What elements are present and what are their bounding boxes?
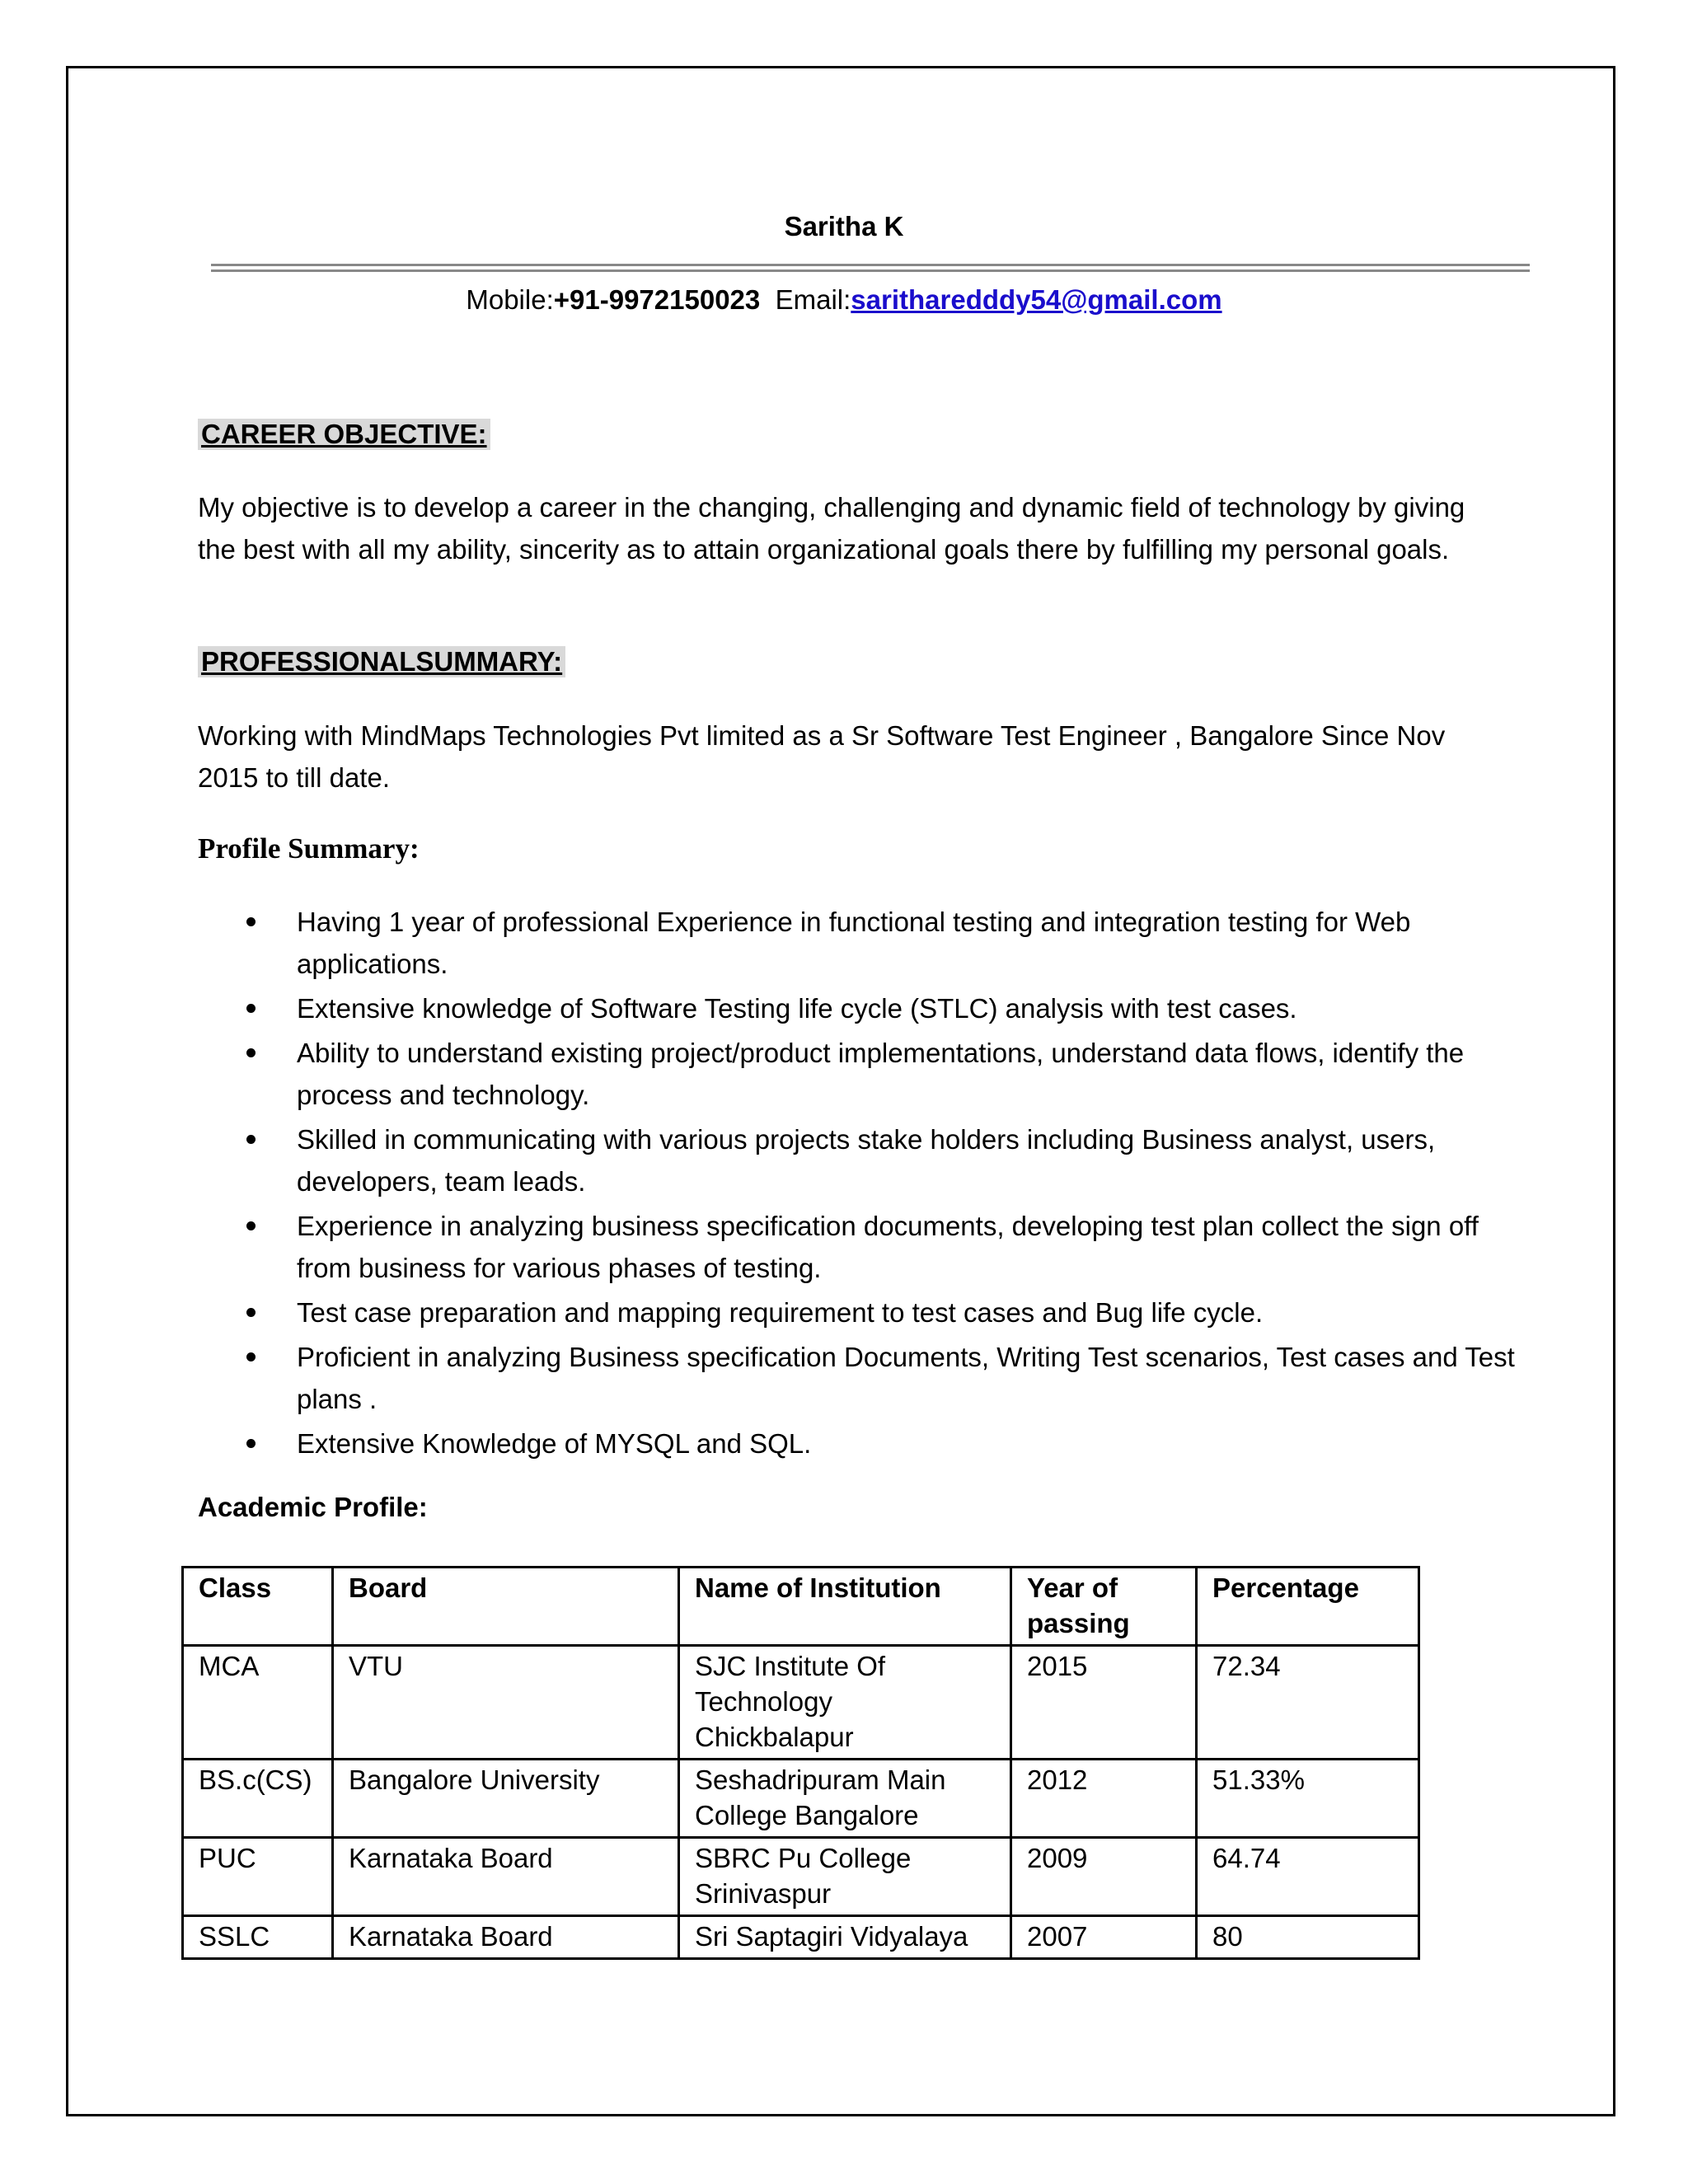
candidate-name: Saritha K bbox=[784, 211, 904, 241]
table-cell: Sri Saptagiri Vidyalaya bbox=[679, 1916, 1011, 1959]
table-cell: Karnataka Board bbox=[333, 1916, 679, 1959]
academic-profile-heading: Academic Profile: bbox=[198, 1492, 428, 1522]
mobile-label: Mobile: bbox=[466, 284, 554, 315]
list-item bbox=[198, 987, 1533, 1029]
table-row bbox=[183, 1760, 1419, 1838]
bullet-icon bbox=[246, 1439, 256, 1448]
profile-summary-list bbox=[198, 901, 1533, 1467]
bullet-icon bbox=[246, 1352, 256, 1361]
bullet-icon bbox=[246, 1135, 256, 1144]
table-row bbox=[183, 1838, 1419, 1916]
list-item-text: Experience in analyzing business specification documents, developing test plan collect the sign off from business for various phases of testing. bbox=[297, 1211, 1479, 1283]
table-cell: BS.c(CS) bbox=[183, 1760, 333, 1838]
bullet-icon bbox=[246, 1004, 256, 1013]
list-item bbox=[198, 1205, 1533, 1289]
bullet-icon bbox=[246, 917, 256, 926]
header-divider bbox=[211, 264, 1530, 272]
contact-line bbox=[0, 284, 1688, 316]
professional-summary-heading: PROFESSIONALSUMMARY: bbox=[198, 646, 565, 677]
list-item-text: Ability to understand existing project/product implementations, understand data flows, identify the process and technology. bbox=[297, 1038, 1465, 1110]
career-objective-text: My objective is to develop a career in the changing, challenging and dynamic field of technology by giving the best with all my ability, sincerity as to attain organizational goals there by fulfilling my personal goals. bbox=[198, 492, 1465, 565]
table-cell: 80 bbox=[1197, 1916, 1419, 1959]
table-cell: 2015 bbox=[1011, 1646, 1197, 1760]
bullet-icon bbox=[246, 1048, 256, 1057]
table-cell: PUC bbox=[183, 1838, 333, 1916]
list-item-text: Having 1 year of professional Experience in functional testing and integration testing for Web applications. bbox=[297, 907, 1411, 979]
table-cell: 51.33% bbox=[1197, 1760, 1419, 1838]
list-item bbox=[198, 901, 1533, 985]
career-objective-heading: CAREER OBJECTIVE: bbox=[198, 419, 490, 450]
table-cell: MCA bbox=[183, 1646, 333, 1760]
table-cell: Bangalore University bbox=[333, 1760, 679, 1838]
table-cell: Seshadripuram Main College Bangalore bbox=[679, 1760, 1011, 1838]
bullet-icon bbox=[246, 1221, 256, 1230]
professional-summary-text: Working with MindMaps Technologies Pvt limited as a Sr Software Test Engineer , Bangalore Since Nov 2015 to till date. bbox=[198, 720, 1446, 793]
table-cell: 64.74 bbox=[1197, 1838, 1419, 1916]
table-cell: 2007 bbox=[1011, 1916, 1197, 1959]
table-row bbox=[183, 1916, 1419, 1959]
table-cell: SBRC Pu College Srinivaspur bbox=[679, 1838, 1011, 1916]
bullet-icon bbox=[246, 1308, 256, 1317]
list-item bbox=[198, 1291, 1533, 1333]
column-header: Name of Institution bbox=[679, 1568, 1011, 1646]
table-cell: SSLC bbox=[183, 1916, 333, 1959]
email-label: Email: bbox=[775, 284, 851, 315]
column-header: Class bbox=[183, 1568, 333, 1646]
table-cell: 2009 bbox=[1011, 1838, 1197, 1916]
mobile-number: +91-9972150023 bbox=[553, 284, 761, 315]
list-item-text: Extensive knowledge of Software Testing life cycle (STLC) analysis with test cases. bbox=[297, 993, 1297, 1024]
list-item bbox=[198, 1422, 1533, 1465]
list-item-text: Test case preparation and mapping requirement to test cases and Bug life cycle. bbox=[297, 1297, 1264, 1328]
profile-summary-heading: Profile Summary: bbox=[198, 832, 420, 865]
email-link[interactable]: saritharedddy54@gmail.com bbox=[851, 284, 1222, 315]
table-cell: 72.34 bbox=[1197, 1646, 1419, 1760]
table-row bbox=[183, 1646, 1419, 1760]
table-cell: VTU bbox=[333, 1646, 679, 1760]
table-header-row bbox=[183, 1568, 1419, 1646]
table-cell: 2012 bbox=[1011, 1760, 1197, 1838]
list-item-text: Extensive Knowledge of MYSQL and SQL. bbox=[297, 1428, 812, 1459]
column-header: Board bbox=[333, 1568, 679, 1646]
academic-table bbox=[181, 1566, 1420, 1960]
column-header: Percentage bbox=[1197, 1568, 1419, 1646]
table-cell: Karnataka Board bbox=[333, 1838, 679, 1916]
list-item bbox=[198, 1118, 1533, 1202]
list-item-text: Proficient in analyzing Business specification Documents, Writing Test scenarios, Test cases and Test plans . bbox=[297, 1342, 1515, 1414]
list-item bbox=[198, 1032, 1533, 1116]
table-cell: SJC Institute Of Technology Chickbalapur bbox=[679, 1646, 1011, 1760]
list-item bbox=[198, 1336, 1533, 1420]
column-header: Year of passing bbox=[1011, 1568, 1197, 1646]
list-item-text: Skilled in communicating with various projects stake holders including Business analyst, users, developers, team leads. bbox=[297, 1124, 1436, 1197]
